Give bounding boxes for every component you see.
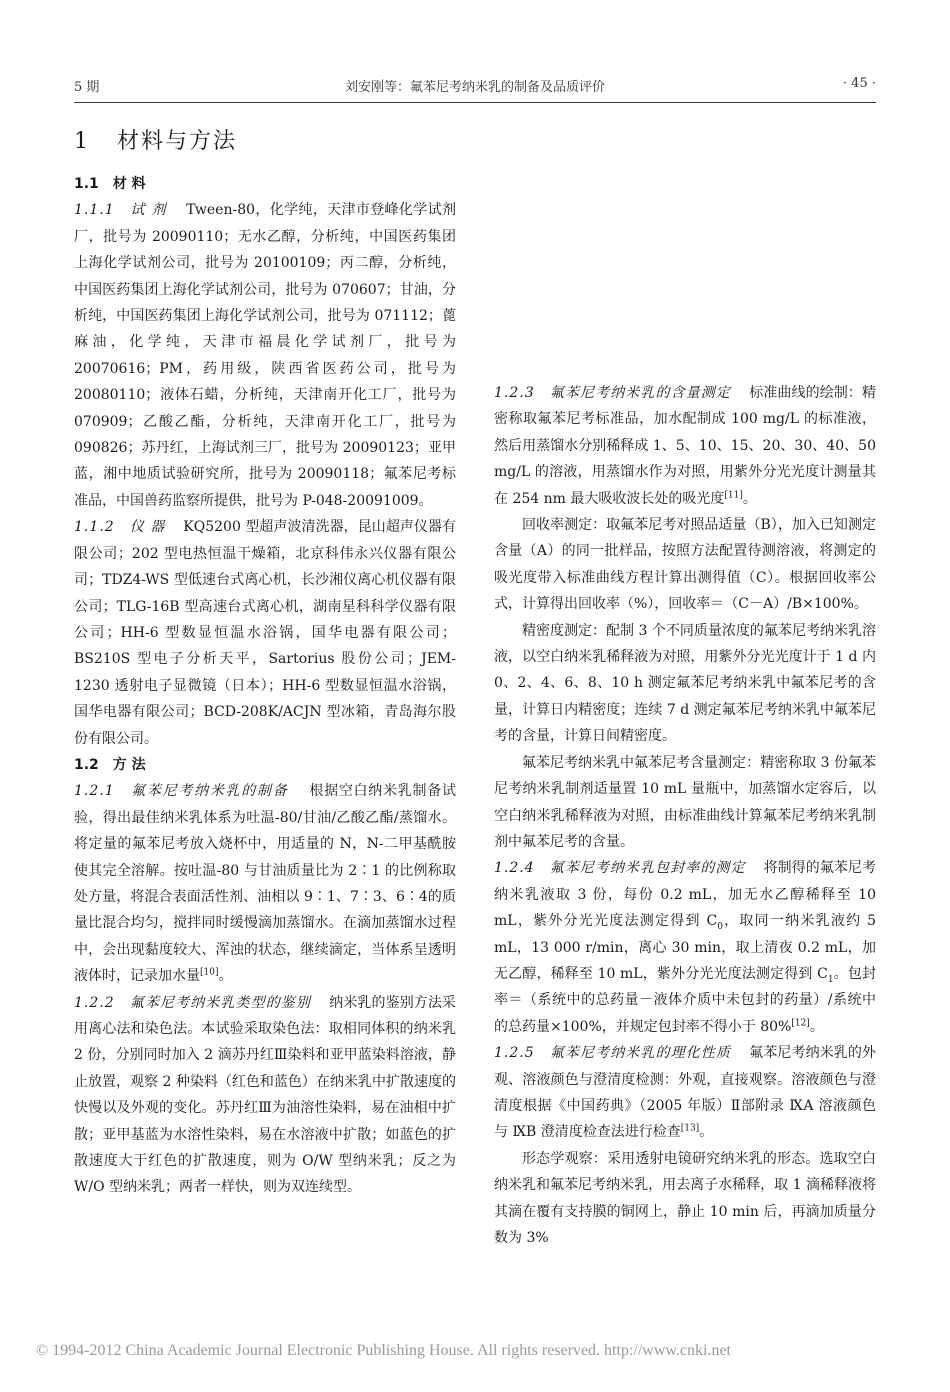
prep-label: 1.2.1 氟苯尼考纳米乳的制备 bbox=[74, 783, 289, 800]
methods-heading: 1.2 方 法 bbox=[74, 756, 146, 773]
encapsulation-paragraph bbox=[494, 855, 876, 1040]
right-column bbox=[494, 117, 876, 1251]
physchem-end: 。 bbox=[699, 1124, 714, 1141]
content-label: 1.2.3 氟苯尼考纳米乳的含量测定 bbox=[494, 385, 732, 401]
type-paragraph bbox=[74, 990, 456, 1201]
page-number: · 45 · bbox=[842, 76, 876, 91]
prep-paragraph bbox=[74, 778, 456, 989]
section-heading bbox=[74, 127, 456, 157]
instruments-paragraph bbox=[74, 514, 456, 752]
encapsulation-text-c: 。包封率＝（系统中的总药量－液体介质中未包封的药量）/系统中的总药量×100%，并规定包封率不得小于 80% bbox=[494, 965, 877, 1035]
type-label: 1.2.2 氟苯尼考纳米乳类型的鉴别 bbox=[74, 994, 312, 1011]
citation: [10] bbox=[200, 967, 219, 978]
reagents-label: 1.1.1 试 剂 bbox=[74, 202, 167, 219]
encapsulation-text-b: ，取同一纳米乳液约 5 mL，13 000 r/min，离心 30 min，取上清夜 0.2 mL，加无乙醇，稀释至 10 mL，紫外分光光度法测定得到 C bbox=[494, 913, 877, 982]
encapsulation-end: 。 bbox=[809, 1018, 824, 1035]
type-text: 纳米乳的鉴别方法采用离心法和染色法。本试验采取染色法：取相同体积的纳米乳 2 份，分别同时加入 2 滴苏丹红Ⅲ染料和亚甲蓝染料溶液，静止放置，观察 2 种染料（红色和蓝色）在纳米乳中扩散速度的快慢以及外观的变化。苏丹红Ⅲ为油溶性染料，易在油相中扩散；亚甲基蓝为水溶性染料，易在水溶液中扩散；如蓝色的扩散速度大于红色的扩散速度，则为 O/W 型纳米乳；反之为 W/O 型纳米乳；两者一样快，则为双连续型。 bbox=[74, 994, 457, 1196]
header-rule bbox=[74, 102, 876, 103]
section-number: 1 bbox=[74, 129, 90, 154]
content-text: 标准曲线的绘制：精密称取氟苯尼考标准品，加水配制成 100 mg/L 的标准液，然后用蒸馏水分别稀释成 1、5、10、15、20、30、40、50 mg/L 的溶液，用蒸馏水作为对照，用紫外分光光度计测量其在 254 nm 最大吸收波长处的吸光度 bbox=[494, 385, 877, 507]
issue-number: 5 期 bbox=[74, 80, 100, 95]
citation: [13] bbox=[680, 1123, 700, 1134]
copyright-footer: © 1994-2012 China Academic Journal Electronic Publishing House. All rights reserved. http://www.cnki.net bbox=[36, 1342, 731, 1359]
physchem-text: 氟苯尼考纳米乳的外观、溶液颜色与澄清度检测：外观，直接观察。溶液颜色与澄清度根据《中国药典》（2005 年版）Ⅱ部附录 ⅨA 溶液颜色与 ⅨB 澄清度检查法进行检查 bbox=[494, 1045, 877, 1141]
citation: [12] bbox=[791, 1018, 810, 1029]
content-end: 。 bbox=[742, 490, 757, 507]
physchem-paragraph bbox=[494, 1040, 876, 1146]
running-header bbox=[74, 76, 876, 100]
subscript-0: 0 bbox=[717, 921, 723, 932]
reagents-text: Tween-80，化学纯，天津市登峰化学试剂厂，批号为 20090110；无水乙醇，分析纯，中国医药集团上海化学试剂公司，批号为 20100109；丙二醇，分析纯，中国医药集团上海化学试剂公司，批号为 070607；甘油，分析纯，中国医药集团上海化学试剂公司，批号为 071112；蓖麻油，化学纯，天津市福晨化学试剂厂，批号为 20070616；PM，药用级，陕西省医药公司，批号为 20080110；液体石蜡，分析纯，天津南开化工厂，批号为 070909；乙酸乙酯，分析纯，天津南开化工厂，批号为 090826；苏丹红，上海试剂三厂，批号为 20090123；亚甲蓝，湘中地质试验研究所，批号为 20090118；氟苯尼考标准品，中国兽药监察所提供，批号为 P-048-20091009。 bbox=[74, 202, 456, 509]
instruments-label: 1.1.2 仪 器 bbox=[74, 519, 166, 536]
running-title: 刘安刚等：氟苯尼考纳米乳的制备及品质评价 bbox=[344, 80, 605, 95]
instruments-text: KQ5200 型超声波清洗器，昆山超声仪器有限公司；202 型电热恒温干燥箱，北京科伟永兴仪器有限公司；TDZ4-WS 型低速台式离心机，长沙湘仪离心机仪器有限公司；TLG-16B 型高速台式离心机，湖南星科科学仪器有限公司；HH-6 型数显恒温水浴锅，国华电器有限公司；BS210S 型电子分析天平，Sartorius 股份公司；JEM-1230 透射电子显微镜（日本）；HH-6 型数显恒温水浴锅，国华电器有限公司；BCD-208K/ACJN 型冰箱，青岛海尔股份有限公司。 bbox=[74, 519, 456, 747]
encapsulation-label: 1.2.4 氟苯尼考纳米乳包封率的测定 bbox=[494, 860, 746, 877]
recovery-paragraph: 回收率测定：取氟苯尼考对照品适量（B），加入已知测定含量（A）的同一批样品，按照方法配置待测溶液，将测定的吸光度带入标准曲线方程计算出测得值（C）。根据回收率公式，计算得出回收率（%），回收率＝（C－A）/B×100%。 bbox=[494, 517, 876, 613]
assay-paragraph: 氟苯尼考纳米乳中氟苯尼考含量测定：精密称取 3 份氟苯尼考纳米乳制剂适量置 10 mL 量瓶中，加蒸馏水定容后，以空白纳米乳稀释液为对照，由标准曲线计算氟苯尼考纳米乳制剂中氟苯尼考的含量。 bbox=[494, 754, 876, 850]
subscript-1: 1 bbox=[827, 974, 834, 985]
physchem-label: 1.2.5 氟苯尼考纳米乳的理化性质 bbox=[494, 1045, 732, 1062]
prep-text: 根据空白纳米乳制备试验，得出最佳纳米乳体系为吐温-80/甘油/乙酸乙酯/蒸馏水。将定量的氟苯尼考放入烧杯中，用适量的 N，N-二甲基酰胺使其完全溶解。按吐温-80 与甘油质量比为 2∶1 的比例称取处方量，将混合表面活性剂、油相以 9∶1、7∶3、6∶4的质量比混合均匀，搅拌同时缓慢滴加蒸馏水。在滴加蒸馏水过程中，会出现黏度较大、浑浊的状态，继续滴定，当体系呈透明液体时，记录加水量 bbox=[74, 783, 457, 985]
citation: [11] bbox=[724, 489, 743, 500]
prep-end: 。 bbox=[218, 968, 233, 985]
section-title: 材料与方法 bbox=[116, 129, 237, 154]
precision-paragraph: 精密度测定：配制 3 个不同质量浓度的氟苯尼考纳米乳溶液，以空白纳米乳稀释液为对照，用紫外分光光度计于 1 d 内 0、2、4、6、8、10 h 测定氟苯尼考纳米乳中氟苯尼考的含量，计算日内精密度；连续 7 d 测定氟苯尼考纳米乳中氟苯尼考的含量，计算日间精密度。 bbox=[494, 622, 876, 745]
reagents-paragraph bbox=[74, 197, 456, 514]
morphology-paragraph: 形态学观察：采用透射电镜研究纳米乳的形态。选取空白纳米乳和氟苯尼考纳米乳，用去离子水稀释，取 1 滴稀释液将其滴在覆有支持膜的铜网上，静止 10 min 后，再滴加质量分数为 3% bbox=[494, 1150, 876, 1246]
encapsulation-text-a: 将制得的氟苯尼考纳米乳液取 3 份，每份 0.2 mL，加无水乙醇稀释至 10 mL，紫外分光光度法测定得到 C bbox=[494, 860, 876, 930]
content-paragraph bbox=[494, 380, 876, 512]
left-column bbox=[74, 117, 456, 1201]
materials-heading: 1.1 材 料 bbox=[74, 176, 146, 192]
